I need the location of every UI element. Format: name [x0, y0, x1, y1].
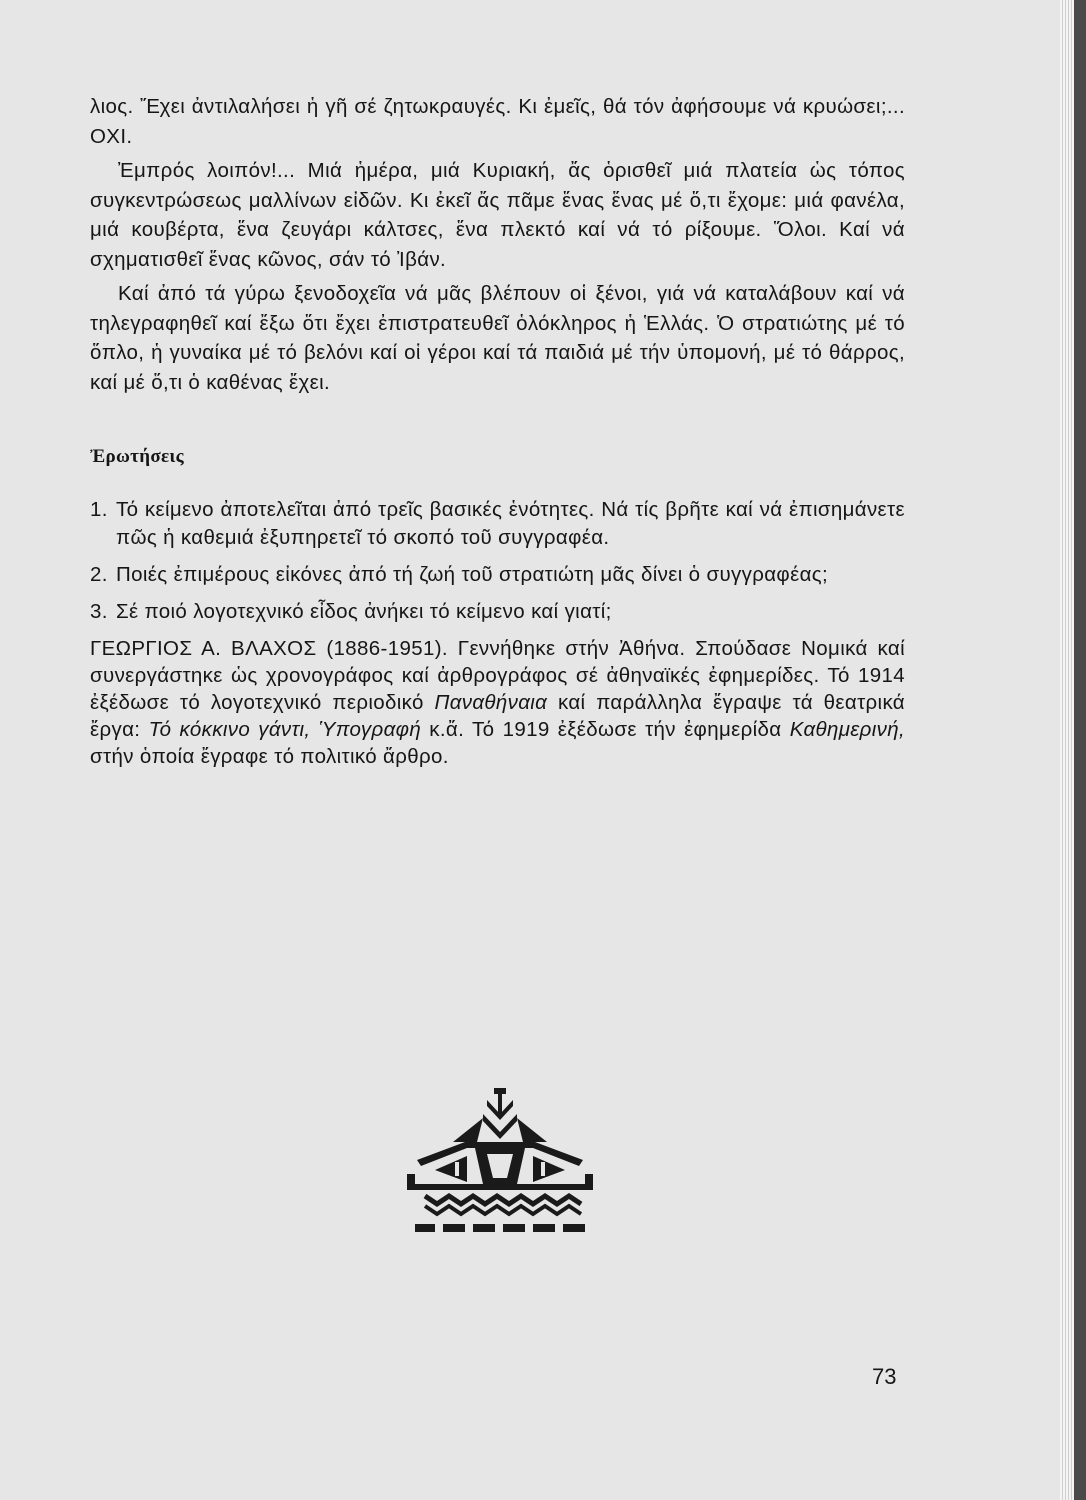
page-edges — [1060, 0, 1074, 1500]
page-body — [90, 92, 905, 770]
bio-text: ΓΕΩΡΓΙΟΣ Α. ΒΛΑΧΟΣ (1886-1951). Γεννήθηκε στήν Ἀθήνα. Σπούδασε Νομικά καί συνεργάστηκε ὡς χρονογράφος καί ἀρθρογράφος σέ ἀθηναϊκές ἐφημερίδες. Τό 1914 ἐξέδωσε τό λογοτεχνικό περιοδικό — [90, 636, 905, 714]
page-number: 73 — [872, 1364, 897, 1389]
question-number: 2. — [90, 562, 108, 586]
paragraph-2: Ἐμπρός λοιπόν!... Μιά ἡμέρα, μιά Κυριακή, ἄς ὁρισθεῖ μιά πλατεία ὡς τόπος συγκεντρώσεως μαλλίνων εἰδῶν. Κι ἐκεῖ ἄς πᾶμε ἕνας ἕνας μέ ὅ,τι ἔχομε: μιά φανέλα, μιά κουβέρτα, ἕνα ζευγάρι κάλτσες, ἕνα πλεκτό καί νά τό ρίξουμε. Ὅλοι. Καί νά σχηματισθεῖ ἕνας κῶνος, σάν τό Ἰβάν. — [90, 159, 905, 271]
questions-heading: Ἐρωτήσεις — [90, 446, 184, 467]
paragraph-1: λιος. Ἔχει ἀντιλαλήσει ἡ γῆ σέ ζητωκραυγές. Κι ἐμεῖς, θά τόν ἀφήσουμε νά κρυώσει;... ΟΧΙ. — [90, 95, 905, 148]
question-text: Τό κείμενο ἀποτελεῖται ἀπό τρεῖς βασικές ἑνότητες. Νά τίς βρῆτε καί νά ἐπισημάνετε πῶς ἡ καθεμιά ἐξυπηρετεῖ τό σκοπό τοῦ συγγραφέα. — [116, 497, 905, 549]
question-text: Ποιές ἐπιμέρους εἰκόνες ἀπό τή ζωή τοῦ στρατιώτη μᾶς δίνει ὁ συγγραφέας; — [116, 562, 829, 586]
question-text: Σέ ποιό λογοτεχνικό εἶδος ἀνήκει τό κείμενο καί γιατί; — [116, 599, 612, 623]
paragraph-3: Καί ἀπό τά γύρω ξενοδοχεῖα νά μᾶς βλέπουν οἱ ξένοι, γιά νά καταλάβουν καί νά τηλεγραφηθεῖ καί ἔξω ὅτι ἔχει ἐπιστρατευθεῖ ὁλόκληρος ἡ Ἑλλάς. Ὁ στρατιώτης μέ τό ὅπλο, ἡ γυναίκα μέ τό βελόνι καί οἱ γέροι καί τά παιδιά μέ τήν ὑπομονή, μέ τό θάρρος, καί μέ ὅ,τι ὁ καθένας ἔχει. — [90, 282, 905, 394]
question-item — [90, 598, 905, 626]
bio-text: στήν ὁποία ἔγραφε τό πολιτικό ἄρθρο. — [90, 744, 449, 768]
question-number: 3. — [90, 599, 108, 623]
bio-play-title: Ὑπογραφή — [318, 717, 422, 741]
question-item — [90, 496, 905, 552]
bio-magazine-title: Παναθήναια — [434, 690, 548, 714]
book-spine-shadow — [1074, 0, 1086, 1500]
bio-newspaper-title: Καθημερινή, — [789, 717, 906, 741]
question-item — [90, 561, 905, 589]
questions-list — [90, 496, 905, 626]
bio-play-title: Τό κόκκινο γάντι, — [148, 717, 311, 741]
bio-text: καί παράλληλα ἔγραψε τά θεατρικά ἔργα: — [90, 690, 906, 741]
bio-text: κ.ἄ. Τό 1919 ἐξέδωσε τήν ἐφημερίδα — [429, 717, 782, 741]
question-number: 1. — [90, 497, 108, 521]
author-bio — [90, 635, 905, 770]
folk-ornament-icon — [405, 1088, 595, 1234]
